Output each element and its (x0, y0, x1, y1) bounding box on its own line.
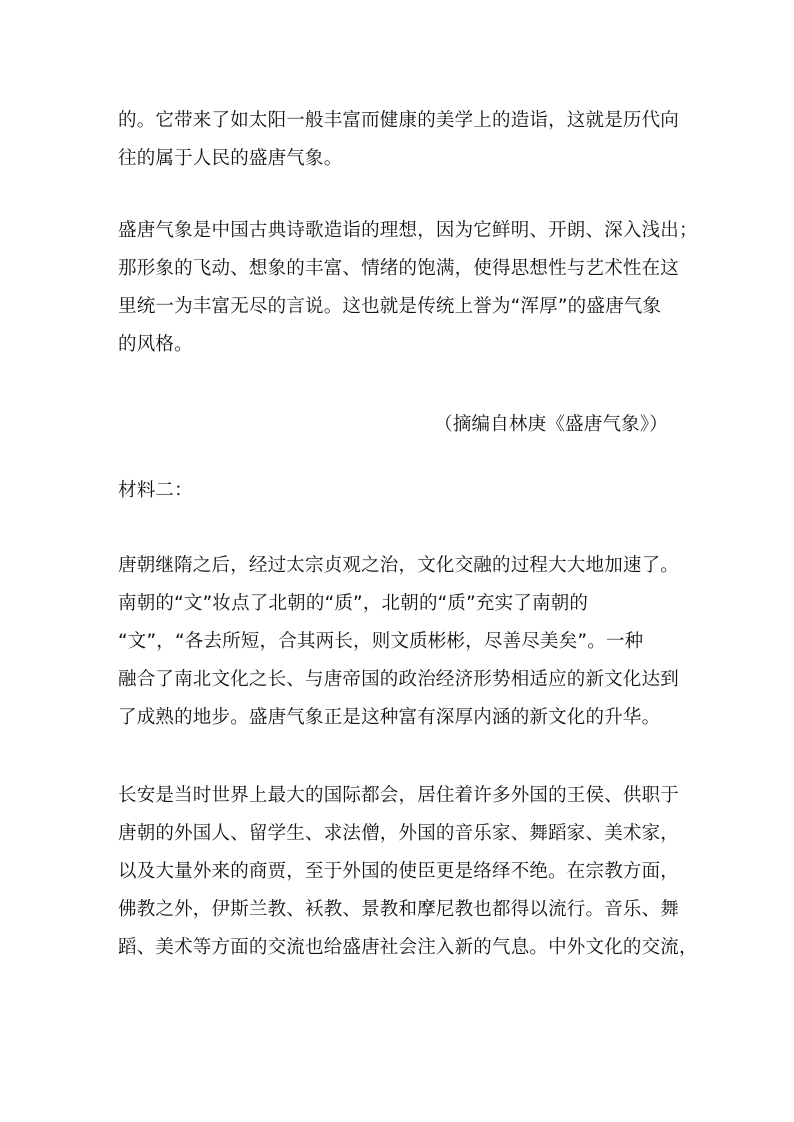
paragraph-4-line-5: 蹈、美术等方面的交流也给盛唐社会注入新的气息。中外文化的交流， (118, 937, 698, 958)
paragraph-4-line-2: 唐朝的外国人、留学生、求法僧，外国的音乐家、舞蹈家、美术家， (118, 823, 680, 844)
paragraph-2-line-2: 那形象的飞动、想象的丰富、情绪的饱满，使得思想性与艺术性在这 (118, 258, 680, 279)
paragraph-4-line-4: 佛教之外，伊斯兰教、袄教、景教和摩尼教也都得以流行。音乐、舞 (118, 899, 680, 920)
paragraph-3-line-3: “文”，“各去所短，合其两长，则文质彬彬，尽善尽美矣”。一种 (118, 631, 644, 652)
paragraph-3-line-2: 南朝的“文”妆点了北朝的“质”，北朝的“质”充实了南朝的 (118, 593, 589, 614)
paragraph-4-line-1: 长安是当时世界上最大的国际都会，居住着许多外国的王侯、供职于 (118, 785, 680, 806)
paragraph-1-line-1: 的。它带来了如太阳一般丰富而健康的美学上的造诣，这就是历代向 (118, 110, 680, 131)
paragraph-2-line-4: 的风格。 (118, 334, 193, 355)
paragraph-2-line-1: 盛唐气象是中国古典诗歌造诣的理想，因为它鲜明、开朗、深入浅出； (118, 220, 698, 241)
paragraph-1-line-2: 往的属于人民的盛唐气象。 (118, 148, 343, 169)
paragraph-4-line-3: 以及大量外来的商贾，至于外国的使臣更是络绎不绝。在宗教方面， (118, 861, 680, 882)
paragraph-2-line-3: 里统一为丰富无尽的言说。这也就是传统上誉为“浑厚”的盛唐气象 (118, 296, 662, 317)
paragraph-3-line-1: 唐朝继隋之后，经过太宗贞观之治，文化交融的过程大大地加速了。 (118, 555, 680, 576)
section-heading-material-two: 材料二： (118, 480, 193, 501)
paragraph-3-line-4: 融合了南北文化之长、与唐帝国的政治经济形势相适应的新文化达到 (118, 669, 680, 690)
source-citation: （摘编自林庚《盛唐气象》） (434, 414, 668, 435)
paragraph-3-line-5: 了成熟的地步。盛唐气象正是这种富有深厚内涵的新文化的升华。 (118, 707, 661, 728)
